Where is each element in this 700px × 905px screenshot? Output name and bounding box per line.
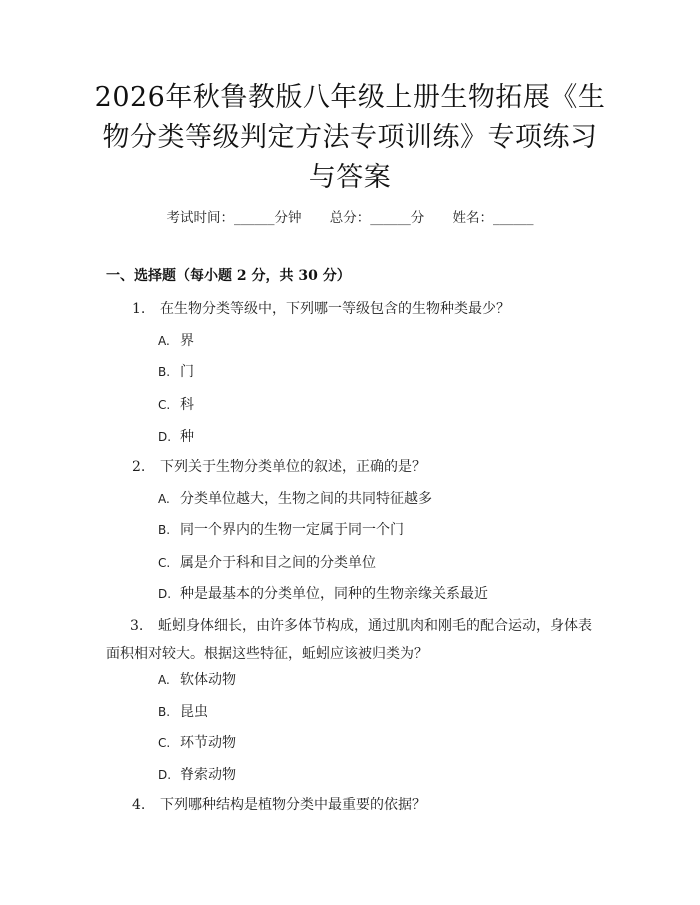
exam-time: 考试时间：______分钟 — [166, 210, 302, 226]
option-1a: A. 界 — [158, 333, 194, 349]
question-number: 4. — [132, 797, 146, 813]
document-title: 2026年秋鲁教版八年级上册生物拓展《生物分类等级判定方法专项训练》专项练习与答案 — [94, 82, 606, 193]
question-text: 下列哪种结构是植物分类中最重要的依据？ — [160, 797, 426, 813]
option-2d: D. 种是最基本的分类单位，同种的生物亲缘关系最近 — [158, 586, 488, 602]
question-1 — [132, 299, 510, 319]
total-score: 总分：______分 — [329, 210, 425, 226]
question-number: 2. — [132, 459, 146, 475]
question-text: 下列关于生物分类单位的叙述，正确的是？ — [160, 459, 426, 475]
option-1b: B. 门 — [158, 364, 194, 380]
question-2 — [132, 457, 426, 477]
option-1c: C. 科 — [158, 397, 194, 413]
option-2c: C. 属是介于科和目之间的分类单位 — [158, 555, 376, 571]
option-3b: B. 昆虫 — [158, 704, 208, 720]
option-3c: C. 环节动物 — [158, 735, 236, 751]
option-3d: D. 脊索动物 — [158, 767, 236, 783]
question-text: 蚯蚓身体细长，由许多体节构成，通过肌肉和刚毛的配合运动，身体表面积相对较大。根据这些特征，蚯蚓应该被归类为？ — [106, 618, 592, 662]
option-2a: A. 分类单位越大，生物之间的共同特征越多 — [158, 491, 432, 507]
option-1d: D. 种 — [158, 429, 194, 445]
option-2b: B. 同一个界内的生物一定属于同一个门 — [158, 522, 404, 538]
question-number: 3. — [130, 618, 144, 634]
question-number: 1. — [132, 301, 146, 317]
option-3a: A. 软体动物 — [158, 672, 236, 688]
section-heading: 一、选择题（每小题 2 分，共 30 分） — [106, 268, 351, 284]
question-3 — [106, 612, 602, 668]
question-text: 在生物分类等级中，下列哪一等级包含的生物种类最少？ — [160, 301, 510, 317]
question-4 — [132, 795, 426, 815]
student-name: 姓名：______ — [452, 210, 534, 226]
exam-info — [0, 206, 700, 226]
